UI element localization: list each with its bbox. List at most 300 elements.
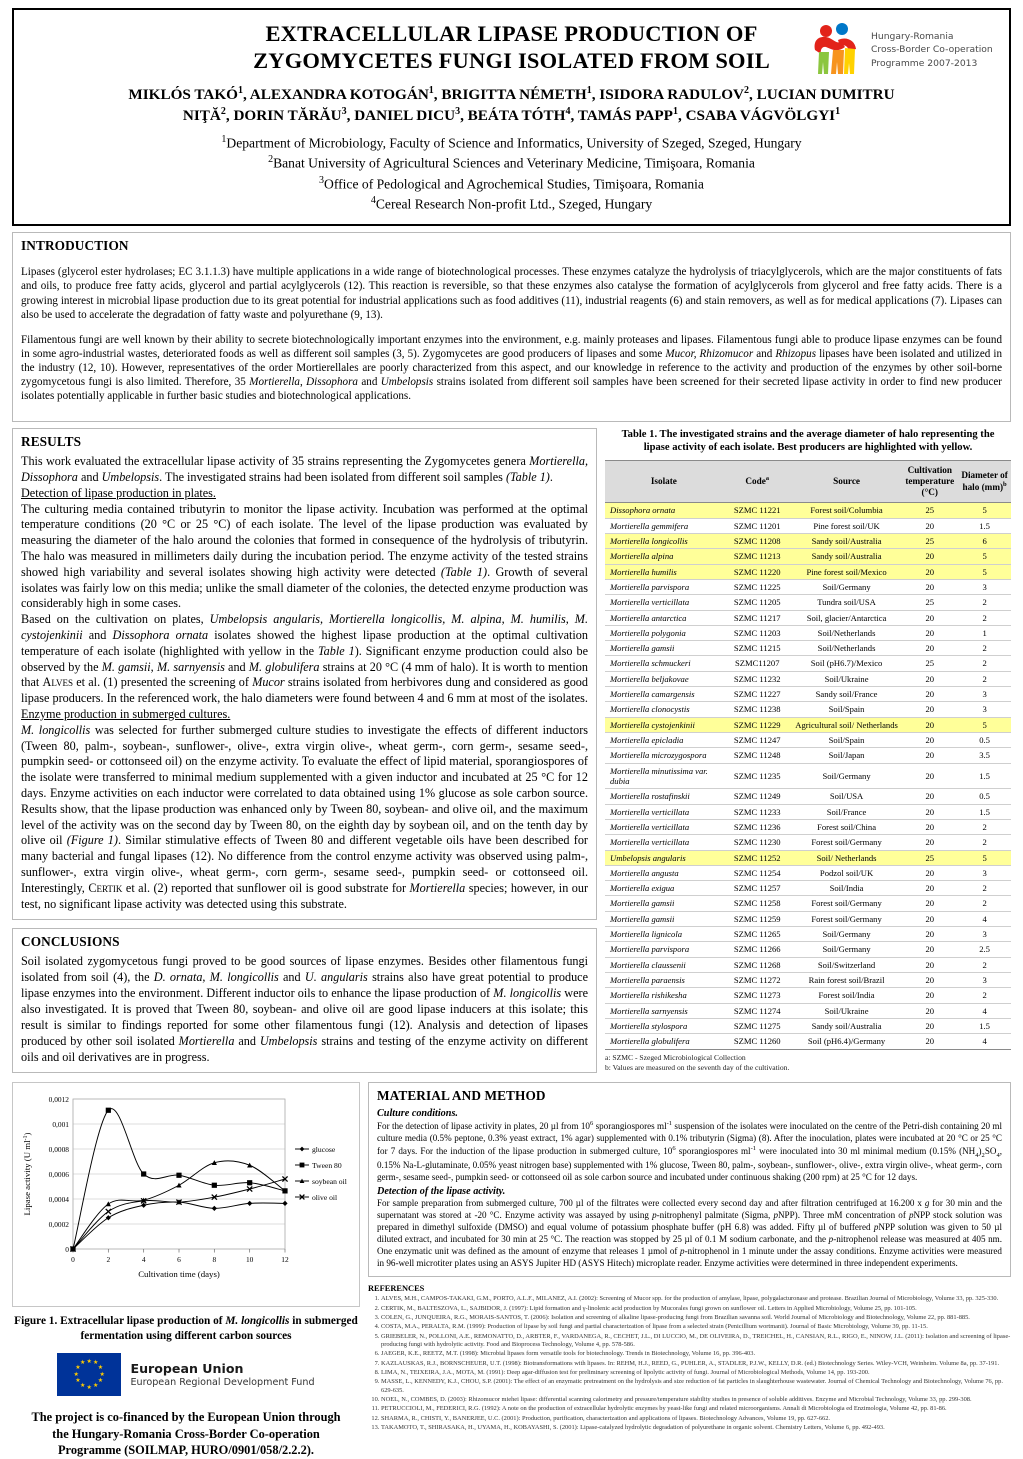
reference-item: 12. SHARMA, R., CHISTI, Y., BANERJEE, U.C. (2001): Production, purification, characterization and applications of lipases. Biotechnology Advances, Volume 19, pp. 627-662. bbox=[381, 1415, 1011, 1423]
cell-code: SZMC 11220 bbox=[723, 564, 792, 579]
material-method-panel bbox=[368, 1082, 1011, 1278]
title-line-2: ZYGOMYCETES FUNGI ISOLATED FROM SOIL bbox=[253, 48, 770, 74]
eu-star-icon: ★ bbox=[79, 1360, 86, 1367]
cell-isolate: Mortierella schmuckeri bbox=[605, 656, 723, 671]
legend-label: olive oil bbox=[312, 1192, 338, 1202]
cell-source: Soil/Ukraine bbox=[792, 1003, 902, 1018]
cell-isolate: Mortierella rishikesha bbox=[605, 988, 723, 1003]
cell-halo: 2 bbox=[958, 656, 1011, 671]
cell-source: Soil/Ukraine bbox=[792, 671, 902, 686]
cell-code: SZMC 11266 bbox=[723, 942, 792, 957]
cell-temperature: 20 bbox=[901, 518, 958, 533]
table-row bbox=[605, 656, 1011, 671]
table-row bbox=[605, 835, 1011, 850]
results-subheading-1: Detection of lipase production in plates. bbox=[21, 485, 216, 500]
y-axis-tick-label: 0,0006 bbox=[48, 1169, 69, 1179]
cell-temperature: 25 bbox=[901, 503, 958, 518]
cell-temperature: 20 bbox=[901, 804, 958, 819]
affiliation-2: $^2$Banat University of Agricultural Sciences and Veterinary Medicine, Timişoara, Romania bbox=[268, 154, 755, 171]
cell-code: SZMC 11229 bbox=[723, 717, 792, 732]
cell-temperature: 20 bbox=[901, 763, 958, 789]
cell-halo: 4 bbox=[958, 911, 1011, 926]
data-point-marker bbox=[300, 1162, 305, 1167]
cell-halo: 3 bbox=[958, 927, 1011, 942]
cell-temperature: 20 bbox=[901, 1018, 958, 1033]
cell-halo: 6 bbox=[958, 533, 1011, 548]
cell-source: Soil/Japan bbox=[792, 748, 902, 763]
table-row bbox=[605, 595, 1011, 610]
y-axis-title bbox=[22, 1132, 32, 1215]
cell-code: SZMC 11217 bbox=[723, 610, 792, 625]
cell-isolate: Mortierella minutissima var. dubia bbox=[605, 763, 723, 789]
affiliation-1: $^1$Department of Microbiology, Faculty of Science and Informatics, University of Szeged, Szeged, Hungary bbox=[221, 134, 802, 151]
cell-source: Soil/Germany bbox=[792, 763, 902, 789]
cell-halo: 5 bbox=[958, 564, 1011, 579]
cell-source: Soil/ Netherlands bbox=[792, 850, 902, 865]
y-axis-tick-label: 0,0012 bbox=[48, 1094, 69, 1104]
cell-temperature: 20 bbox=[901, 641, 958, 656]
cell-halo: 0.5 bbox=[958, 789, 1011, 804]
legend-item-glucose bbox=[295, 1145, 336, 1154]
cell-isolate: Mortierella gamsii bbox=[605, 911, 723, 926]
x-axis-title: Cultivation time (days) bbox=[138, 1268, 220, 1279]
eu-star-icon: ★ bbox=[92, 1382, 99, 1389]
table-row bbox=[605, 881, 1011, 896]
cell-code: SZMC 11275 bbox=[723, 1018, 792, 1033]
reference-item: 2. CERTIK, M., BALTESZOVA, L., SAJBIDOR, J. (1997): Lipid formation and γ-linolenic acid production by Mucorales fungi grown on sunflower oil. Letters in Applied Microbiology, Volume 25, pp. 101-105. bbox=[381, 1305, 1011, 1313]
introduction-body bbox=[21, 265, 1002, 403]
reference-item: 13. TAKAMOTO, T., SHIRASAKA, H., UYAMA, H., KOBAYASHI, S. (2001): Lipase-catalyzed hydrolytic degradation of polyurethane in organic solvent. Chemistry Letters, Volume 6, pp. 492-493. bbox=[381, 1424, 1011, 1432]
cell-source: Pine forest soil/Mexico bbox=[792, 564, 902, 579]
cell-source: Pine forest soil/UK bbox=[792, 518, 902, 533]
data-point-marker bbox=[176, 1173, 181, 1178]
poster-header bbox=[12, 8, 1011, 226]
cell-temperature: 20 bbox=[901, 564, 958, 579]
cell-temperature: 20 bbox=[901, 702, 958, 717]
cell-halo: 2 bbox=[958, 988, 1011, 1003]
table-row bbox=[605, 564, 1011, 579]
cell-source: Soil/Spain bbox=[792, 702, 902, 717]
cell-code: SZMC 11203 bbox=[723, 625, 792, 640]
cell-code: SZMC 11208 bbox=[723, 533, 792, 548]
eu-star-icon: ★ bbox=[97, 1365, 104, 1372]
cell-halo: 3 bbox=[958, 702, 1011, 717]
cell-source: Sandy soil/Australia bbox=[792, 533, 902, 548]
cell-code: SZMC 11272 bbox=[723, 973, 792, 988]
cell-isolate: Mortierella gamsii bbox=[605, 641, 723, 656]
cell-source: Forest soil/Germany bbox=[792, 896, 902, 911]
cell-isolate: Mortierella claussenii bbox=[605, 957, 723, 972]
cell-isolate: Dissophora ornata bbox=[605, 503, 723, 518]
cell-halo: 1.5 bbox=[958, 518, 1011, 533]
table-row bbox=[605, 748, 1011, 763]
cell-isolate: Mortierella angusta bbox=[605, 865, 723, 880]
cell-temperature: 20 bbox=[901, 1034, 958, 1049]
cell-isolate: Mortierella camargensis bbox=[605, 687, 723, 702]
legend-label: glucose bbox=[312, 1144, 336, 1154]
table-row bbox=[605, 789, 1011, 804]
reference-item: 5. GRIEBELER, N., POLLONI, A.E., REMONATTO, D., ARBTER, F., VARDANEGA, R., CECHET, J.L., DI LUCCIO, M., DE OLIVEIRA, D., TREICHEL, H., CANSIAN, R.L., RIGO, E., NINOW, J.L. (2011): Isolation and screening of lipase-producing fungi with hydrolytic activity. Food and Bioprocess Technology, Volume 4, pp. 578-586. bbox=[381, 1333, 1011, 1350]
hungary-romania-logo bbox=[809, 20, 997, 80]
cell-temperature: 20 bbox=[901, 671, 958, 686]
cell-halo: 0.5 bbox=[958, 733, 1011, 748]
reference-item: 9. MASSE, L., KENNEDY, K.J., CHOU, S.P. (2001): The effect of an enzymatic pretreatment on the hydrolysis and size reduction of fat particles in slaughterhouse wastewater. Journal of Chemical Technology and Biotechnology, Volume 76, pp. 629-635. bbox=[381, 1378, 1011, 1395]
table-row bbox=[605, 733, 1011, 748]
reference-item: 3. COLEN, G., JUNQUEIRA, R.G., MORAIS-SANTOS, T. (2006): Isolation and screening of alkaline lipase-producing fungi from Brazilian savanna soil. World Journal of Microbiology and Biotechnology, Volume 22, pp. 881-885. bbox=[381, 1314, 1011, 1322]
cell-halo: 2.5 bbox=[958, 942, 1011, 957]
table-row bbox=[605, 973, 1011, 988]
data-point-marker bbox=[212, 1183, 217, 1188]
eu-star-icon: ★ bbox=[75, 1365, 81, 1372]
table-footnote-b: b: Values are measured on the seventh day of the cultivation. bbox=[605, 1063, 790, 1073]
cell-temperature: 20 bbox=[901, 687, 958, 702]
table-row bbox=[605, 911, 1011, 926]
cell-temperature: 20 bbox=[901, 835, 958, 850]
x-axis-tick-label: 2 bbox=[106, 1254, 111, 1264]
results-paragraph-3: Based on the cultivation on plates, Umbelopsis angularis, Mortierella longicollis, M. alpina, M. humilis, M. cystojenkinii and Dissophora ornata isolates showed the highest lipase production at the optimal cultivation temperature of each isolate (highlighted with yellow in the Table 1). Significant enzyme production could also be observed by the M. gamsii, M. sarnyensis and M. globulifera strains at 20 °C (4 mm of halo). It is worth to mention that Alves et al. (1) presented the screening of Mucor strains isolated from herbivores dung and considered as good lipase producers. In the referenced work, the halo diameters were found between 4 and 6 mm at most of the isolates. bbox=[21, 612, 588, 706]
eu-funding-block bbox=[16, 1353, 356, 1459]
reference-item: 6. JAEGER, K.E., REETZ, M.T. (1998): Microbial lipases form versatile tools for biotechnology. Trends in Biotechnology, Volume 16, pp. 396-403. bbox=[381, 1350, 1011, 1358]
table-row bbox=[605, 763, 1011, 789]
table-row bbox=[605, 702, 1011, 717]
cell-temperature: 20 bbox=[901, 942, 958, 957]
cell-isolate: Mortierella humilis bbox=[605, 564, 723, 579]
cell-code: SZMC 11230 bbox=[723, 835, 792, 850]
cell-source: Soil/Germany bbox=[792, 927, 902, 942]
cell-code: SZMC 11221 bbox=[723, 503, 792, 518]
table-row bbox=[605, 533, 1011, 548]
cell-isolate: Mortierella verticillata bbox=[605, 804, 723, 819]
cell-source: Soil/Spain bbox=[792, 733, 902, 748]
cell-code: SZMC 11215 bbox=[723, 641, 792, 656]
conclusions-panel bbox=[12, 928, 597, 1073]
cell-halo: 3 bbox=[958, 579, 1011, 594]
reference-item: 11. PETRUCCIOLI, M., FEDERICI, R.G. (1992): A note on the production of extracellular hydrolytic enzymes by yeast-like fungi and related microorganisms. Annali di Microbiologia ed Enzimologia, Volume 42, pp. 81-86. bbox=[381, 1405, 1011, 1413]
cell-isolate: Mortierella cystojenkinii bbox=[605, 717, 723, 732]
cell-halo: 2 bbox=[958, 896, 1011, 911]
cell-temperature: 20 bbox=[901, 1003, 958, 1018]
cell-isolate: Mortierella exigua bbox=[605, 881, 723, 896]
cell-code: SZMC 11205 bbox=[723, 595, 792, 610]
eu-note-line-3: Programme (SOILMAP, HURO/0901/058/2.2.2). bbox=[57, 1443, 315, 1458]
cell-halo: 1.5 bbox=[958, 763, 1011, 789]
table-row bbox=[605, 804, 1011, 819]
cell-source: Forest soil/Germany bbox=[792, 911, 902, 926]
results-heading: RESULTS bbox=[21, 434, 82, 450]
eu-star-icon: ★ bbox=[99, 1371, 105, 1378]
cell-code: SZMC 11236 bbox=[723, 819, 792, 834]
conclusions-paragraph: Soil isolated zygomycetous fungi proved to be good sources of lipase enzymes. Besides other filamentous fungi isolated from soil (4), the D. ornata, M. longicollis and U. angularis strains also have great potential to produce lipase enzymes into the environment. Different inductor oils to enhance the lipase production of M. longicollis were also investigated. It is proved that Tween 80, soybean- and olive oil are good lipase inducers at this isolate; this result is similar to findings reported for some other filamentous fungi (12). Analysis and detection of lipases produced by other soil isolated Mortierella and Umbelopsis strains and testing of the enzyme activity on different oils and oil derivatives are in progress. bbox=[21, 954, 588, 1064]
reference-item: 4. COSTA, M.A., PERALTA, R.M. (1999): Production of lipase by soil fungi and partial characterization of lipase from a selected strain (Penicillium wortmanii). Journal of Basic Microbiology, Volume 39, pp. 11-15. bbox=[381, 1323, 1011, 1331]
culture-conditions-subheading: Culture conditions. bbox=[377, 1107, 458, 1119]
cell-source: Agricultural soil/ Netherlands bbox=[792, 717, 902, 732]
cell-code: SZMC 11254 bbox=[723, 865, 792, 880]
people-logo-icon bbox=[809, 22, 865, 78]
y-axis-tick-label: 0,0002 bbox=[48, 1219, 69, 1229]
cell-code: SZMC 11260 bbox=[723, 1034, 792, 1049]
cell-isolate: Mortierella verticillata bbox=[605, 595, 723, 610]
cell-halo: 2 bbox=[958, 881, 1011, 896]
cell-isolate: Umbelopsis angularis bbox=[605, 850, 723, 865]
cell-halo: 3.5 bbox=[958, 748, 1011, 763]
x-axis-tick-label: 8 bbox=[212, 1254, 217, 1264]
x-axis-tick-label: 4 bbox=[141, 1254, 146, 1264]
introduction-paragraph-2: Filamentous fungi are well known by their ability to secrete biotechnologically important enzymes into the environment, e.g. mainly proteases and lipases. Filamentous fungi able to produce lipase enzymes can be found in some agro-industrial wastes, deteriorated foods as well as different soil samples (3, 5). Zygomycetes are good producers of lipases and some Mucor, Rhizomucor and Rhizopus lipases have been isolated and utilized in the industry (12, 10). However, representatives of the order Mortierellales are poorly characterized from this aspect, and our knowledge in reference to the activity and production of the enzymes by other soil-borne zygomycetous fungi is also limited. Therefore, 35 Mortierella, Dissophora and Umbelopsis strains isolated from different soil samples have been screened for their secreted lipase activity in order to find new producer isolates potentially applicable in further basic studies and biotechnological applications. bbox=[21, 333, 1003, 403]
author-list bbox=[24, 84, 999, 126]
table-row bbox=[605, 687, 1011, 702]
y-axis-tick-label: 0 bbox=[65, 1244, 69, 1254]
cell-isolate: Mortierella paraensis bbox=[605, 973, 723, 988]
cell-halo: 5 bbox=[958, 717, 1011, 732]
introduction-panel bbox=[12, 232, 1011, 422]
cell-halo: 1.5 bbox=[958, 804, 1011, 819]
table-row bbox=[605, 549, 1011, 564]
affiliation-3: $^3$Office of Pedological and Agrochemical Studies, Timişoara, Romania bbox=[319, 174, 704, 192]
lipase-detection-text: For sample preparation from submerged culture, 700 µl of the filtrates were collected every second day and after filtration centrifuged at 16.200 x g for 30 min and the supernatant was stored at -20 °C. Enzyme activity was assayed by using p-nitrophenyl palmitate (Sigma, pNPP). Three mM concentration of pNPP stock solution was prepared in dimethyl sulfoxide (DMSO) and equal volume of potassium phosphate buffer (pH 6.8) was added. Fifty µl of buffered pNPP solution was given to 50 µl diluted extract, and incubated for 30 min at 25 °C. The reaction was stopped by 25 µl of 0.1 M sodium carbonate, and the p-nitrophenol release was measured at 405 nm. One enzymatic unit was defined as the amount of enzyme that releases 1 µmol of p-nitrophenol in 1 minute under the assay conditions. Enzyme activities were measured in 96-well microtiter plates using an ASYS Jupiter HD (ASYS Hitech) microplate reader. Enzyme activities were determined in three independent experiments. bbox=[377, 1198, 1003, 1268]
table-row bbox=[605, 896, 1011, 911]
eu-logo-text bbox=[130, 1361, 314, 1388]
authors-line-1: MIKLÓS TAKÓ$^1$, ALEXANDRA KOTOGÁN$^1$, BRIGITTA NÉMETH$^1$, ISIDORA RADULOV$^2$, LUCIAN DUMITRU bbox=[128, 84, 895, 103]
cell-code: SZMC 11248 bbox=[723, 748, 792, 763]
table-row bbox=[605, 988, 1011, 1003]
cell-source: Soil/France bbox=[792, 804, 902, 819]
cell-halo: 1 bbox=[958, 625, 1011, 640]
legend-item-tween-80 bbox=[295, 1161, 342, 1170]
cell-source: Soil/Germany bbox=[792, 579, 902, 594]
reference-item: 8. LIMA, N., TEIXEIRA, J.A., MOTA, M. (1991): Deep agar-diffusion test for preliminary screening of lipolytic activity of fungi. Journal of Microbiological Methods, Volume 14, pp. 193-200. bbox=[381, 1369, 1011, 1377]
data-point-marker bbox=[247, 1180, 252, 1185]
x-axis-tick-label: 10 bbox=[245, 1254, 254, 1264]
cell-temperature: 20 bbox=[901, 789, 958, 804]
table-row bbox=[605, 518, 1011, 533]
y-axis-tick-label: 0,0008 bbox=[48, 1144, 69, 1154]
cell-source: Forest soil/Germany bbox=[792, 835, 902, 850]
cell-source: Tundra soil/USA bbox=[792, 595, 902, 610]
cell-isolate: Mortierella globulifera bbox=[605, 1034, 723, 1049]
eu-note-line-1: The project is co-financed by the European Union through bbox=[31, 1410, 341, 1425]
cell-code: SZMC 11265 bbox=[723, 927, 792, 942]
references-heading: REFERENCES bbox=[368, 1284, 425, 1294]
cell-temperature: 25 bbox=[901, 850, 958, 865]
column-header-cultivation-temperature: Cultivation temperature (°C) bbox=[901, 460, 958, 503]
cell-halo: 4 bbox=[958, 1034, 1011, 1049]
cell-code: SZMC 11274 bbox=[723, 1003, 792, 1018]
eu-star-icon: ★ bbox=[86, 1384, 92, 1391]
method-column bbox=[368, 1082, 1011, 1433]
cell-source: Podzol soil/UK bbox=[792, 865, 902, 880]
cell-source: Soil (pH6.7)/Mexico bbox=[792, 656, 902, 671]
cell-source: Soil/Netherlands bbox=[792, 625, 902, 640]
cell-source: Soil (pH6.4)/Germany bbox=[792, 1034, 902, 1049]
logo-text-block bbox=[871, 30, 993, 70]
cell-temperature: 20 bbox=[901, 579, 958, 594]
eu-star-icon: ★ bbox=[92, 1360, 99, 1367]
cell-isolate: Mortierella clonocystis bbox=[605, 702, 723, 717]
introduction-paragraph-1: Lipases (glycerol ester hydrolases; EC 3.1.1.3) have multiple applications in a wide range of biotechnological processes. These enzymes catalyze the hydrolysis of triacylglycerols, which are the major constituents of fats and oils, to produce free fatty acids, glycerol and partial acylglycerols (12). This reaction is reversible, so that these enzymes also catalyse the formation of acylglycerols from glycerol and free fatty acids. There is a growing interest in microbial lipase production due to its great potential for industrial applications such as food additives (11), industrial reagents (6) and stain removers, as well as for medical applications (7). Lipases can also be used to accelerate the degradation of fatty waste and polyurethane (9, 13). bbox=[21, 266, 1002, 321]
results-subheading-2: Enzyme production in submerged cultures. bbox=[21, 706, 231, 721]
data-point-marker bbox=[141, 1171, 146, 1176]
cell-source: Sandy soil/Australia bbox=[792, 1018, 902, 1033]
cell-source: Rain forest soil/Brazil bbox=[792, 973, 902, 988]
cell-code: SZMC 11201 bbox=[723, 518, 792, 533]
cell-isolate: Mortierella polygonia bbox=[605, 625, 723, 640]
cell-isolate: Mortierella epicladia bbox=[605, 733, 723, 748]
eu-star-icon: ★ bbox=[86, 1358, 92, 1365]
figure-column bbox=[12, 1082, 360, 1459]
cell-source: Soil/USA bbox=[792, 789, 902, 804]
cell-source: Forest soil/Columbia bbox=[792, 503, 902, 518]
cell-code: SZMC 11235 bbox=[723, 763, 792, 789]
eu-logo-row bbox=[57, 1353, 314, 1396]
column-header-isolate: Isolate bbox=[605, 460, 723, 503]
strains-table bbox=[605, 460, 1011, 1050]
introduction-heading: INTRODUCTION bbox=[21, 238, 129, 254]
table-footnotes bbox=[605, 1053, 1011, 1074]
cell-isolate: Mortierella stylospora bbox=[605, 1018, 723, 1033]
cell-temperature: 20 bbox=[901, 748, 958, 763]
y-axis-tick-label: 0,0004 bbox=[48, 1194, 69, 1204]
legend-item-olive-oil bbox=[295, 1193, 337, 1202]
table-row bbox=[605, 1018, 1011, 1033]
lipase-activity-chart bbox=[17, 1089, 355, 1304]
eu-star-icon: ★ bbox=[73, 1371, 79, 1378]
cell-source: Soil/India bbox=[792, 881, 902, 896]
reference-item: 10. NOEL, N., COMBES, D. (2003): Rhizomucor miehei lipase: differential scanning calorimetry and pressure/temperature stability studies in presence of soluble additives. Enzyme and Microbial Technology, Volume 33, pp. 299-308. bbox=[381, 1396, 1011, 1404]
table-row bbox=[605, 865, 1011, 880]
cell-temperature: 25 bbox=[901, 595, 958, 610]
table-row bbox=[605, 671, 1011, 686]
cell-halo: 2 bbox=[958, 835, 1011, 850]
cell-isolate: Mortierella longicollis bbox=[605, 533, 723, 548]
cell-isolate: Mortierella antarctica bbox=[605, 610, 723, 625]
results-paragraph-4: M. longicollis was selected for further submerged culture studies to investigate the effects of different inductors (Tween 80, palm-, soybean-, sunflower-, olive-, extra virgin olive-, wheat germ-, corn germ-, sesame seed-, pumpkin seed- or cottonseed oil) on the enzyme activity. To evaluate the effect of lipid material, sporangiospores of the isolate were transferred to minimal medium supplemented with a given inductor and incubated at 25 °C for 12 days. Enzyme activities on each inductor were correlated to data obtained using 1% glucose as sole carbon source. Results show, that the lipase production was enhanced only by Tween 80, soybean- and olive oil, and the maximum level of the activity was on the second day by Tween 80, on the eighth day by soybean oil, and on the tenth day by olive oil (Figure 1). Similar stimulative effects of Tween 80 and different vegetable oils have been described for many bacterial and fungal lipases (12). No difference from the control enzyme activity was observed using palm-, sunflower-, extra virgin olive-, wheat germ-, corn germ-, sesame seed-, pumpkin seed- or cottonseed oil. Interestingly, Certik et al. (2) reported that sunflower oil is good substrate for Mortierella species; however, in our test, no significant lipase activity was detected using this substrate. bbox=[21, 722, 589, 911]
cell-temperature: 20 bbox=[901, 717, 958, 732]
cell-halo: 2 bbox=[958, 819, 1011, 834]
eu-star-icon: ★ bbox=[75, 1378, 81, 1385]
cell-halo: 2 bbox=[958, 610, 1011, 625]
cell-temperature: 20 bbox=[901, 549, 958, 564]
cell-code: SZMC 11258 bbox=[723, 896, 792, 911]
cell-halo: 2 bbox=[958, 641, 1011, 656]
introduction-section bbox=[12, 232, 1011, 422]
cell-halo: 2 bbox=[958, 595, 1011, 610]
eu-star-icon: ★ bbox=[97, 1378, 104, 1385]
cell-code: SZMC 11232 bbox=[723, 671, 792, 686]
cell-isolate: Mortierella verticillata bbox=[605, 819, 723, 834]
cell-code: SZMC 11259 bbox=[723, 911, 792, 926]
cell-halo: 3 bbox=[958, 687, 1011, 702]
cell-temperature: 20 bbox=[901, 610, 958, 625]
data-point-marker bbox=[106, 1108, 111, 1113]
cell-isolate: Mortierella alpina bbox=[605, 549, 723, 564]
cell-isolate: Mortierella microzygospora bbox=[605, 748, 723, 763]
material-method-heading: MATERIAL AND METHOD bbox=[377, 1087, 546, 1103]
eu-star-icon: ★ bbox=[79, 1382, 86, 1389]
cell-code: SZMC 11225 bbox=[723, 579, 792, 594]
cell-source: Forest soil/China bbox=[792, 819, 902, 834]
results-panel bbox=[12, 428, 597, 920]
table-row bbox=[605, 1003, 1011, 1018]
cell-halo: 5 bbox=[958, 549, 1011, 564]
cell-code: SZMC 11252 bbox=[723, 850, 792, 865]
conclusions-body bbox=[21, 954, 588, 1065]
table-row bbox=[605, 819, 1011, 834]
cell-halo: 2 bbox=[958, 957, 1011, 972]
cell-halo: 3 bbox=[958, 973, 1011, 988]
cell-source: Soil/Germany bbox=[792, 942, 902, 957]
cell-halo: 5 bbox=[958, 503, 1011, 518]
x-axis-tick-label: 6 bbox=[177, 1254, 181, 1264]
reference-item: 1. ALVES, M.H., CAMPOS-TAKAKI, G.M., PORTO, A.L.F., MILANEZ, A.I. (2002): Screening of Mucor spp. for the production of amylase, lipase, polygalacturonase and protease. Brazilian Journal of Microbiology, Volume 33, pp. 325-330. bbox=[381, 1295, 1011, 1303]
results-body bbox=[21, 454, 588, 912]
table-row bbox=[605, 1034, 1011, 1049]
column-header-halo-diameter: Diameter of halo (mm)$^b$ bbox=[958, 460, 1011, 503]
cell-code: SZMC 11268 bbox=[723, 957, 792, 972]
cell-halo: 1.5 bbox=[958, 1018, 1011, 1033]
cell-source: Soil, glacier/Antarctica bbox=[792, 610, 902, 625]
column-header-code: Code$^a$ bbox=[723, 460, 792, 503]
affiliation-4: $^4$Cereal Research Non-profit Ltd., Szeged, Hungary bbox=[370, 194, 653, 212]
cell-temperature: 20 bbox=[901, 865, 958, 880]
cell-temperature: 20 bbox=[901, 988, 958, 1003]
cell-temperature: 20 bbox=[901, 927, 958, 942]
eu-fund-name: European Regional Development Fund bbox=[130, 1377, 315, 1389]
table-caption: Table 1. The investigated strains and the average diameter of halo representing the lipase activity of each isolate. Best producers are highlighted with yellow. bbox=[621, 429, 995, 454]
cell-source: Soil/Netherlands bbox=[792, 641, 902, 656]
x-axis-tick-label: 12 bbox=[281, 1254, 289, 1264]
eu-funding-note bbox=[16, 1409, 356, 1459]
cell-temperature: 20 bbox=[901, 973, 958, 988]
cell-isolate: Mortierella rostafinskii bbox=[605, 789, 723, 804]
eu-name: European Union bbox=[130, 1361, 244, 1377]
cell-isolate: Mortierella gamsii bbox=[605, 896, 723, 911]
results-paragraph-2: The culturing media contained tributyrin to monitor the lipase activity. Incubation was performed at the optimal temperature conditions (20 °C or 25 °C) of each isolate. The level of the lipase production was evaluated by measuring the diameter of the halo around the colonies that formed in consequence of the hydrolysis of tributyrin. The halo was measured in millimeters daily during the incubation period. The enzyme activity of the tested strains showed high variability and several isolates showing high activity were detected (Table 1). Growth of several isolates was fairly low on this media; unlike the small diameter of the colonies, the detected enzyme production was considerably high in some cases. bbox=[21, 501, 588, 611]
figure-panel bbox=[12, 1082, 360, 1307]
legend-label: Tween 80 bbox=[312, 1160, 342, 1170]
cell-source: Sandy soil/Australia bbox=[792, 549, 902, 564]
cell-isolate: Mortierella sarnyensis bbox=[605, 1003, 723, 1018]
left-column bbox=[12, 428, 597, 1073]
svg-text:Lipase activity (U ml-1): Lipase activity (U $ml^{-1}$) bbox=[22, 1132, 32, 1216]
conclusions-heading: CONCLUSIONS bbox=[21, 934, 120, 950]
bottom-columns bbox=[12, 1082, 1011, 1459]
cell-isolate: Mortierella lignicola bbox=[605, 927, 723, 942]
cell-temperature: 25 bbox=[901, 656, 958, 671]
logo-line-1: Hungary-Romania bbox=[871, 30, 954, 42]
affiliations bbox=[24, 133, 999, 214]
cell-temperature: 25 bbox=[901, 533, 958, 548]
table-row bbox=[605, 610, 1011, 625]
culture-conditions-text: For the detection of lipase activity in plates, 20 µl from $10^6$ sporangiospores $ml^{-1}$ suspension of the isolates were inoculated on the centre of the Petri-dish containing 20 ml culture media (0.5% peptone, 0.3% yeast extract, 1% agar) supplemented with 0.1% tributyrin (Sigma) (8). After the inoculation, plates were incubated at 20 °C or 25 °C for 7 days. For the induction of the lipase production in submerged culture, $10^6$ sporangiospores $ml^{-1}$ were inoculated into 30 ml minimal medium (0.15% $(NH_4)_2SO_4$, 0.15% Na-L-glutaminate, 0.05% yeast nitrogen base) supplemented with 1% glucose, Tween 80, palm-, soybean-, sunflower-, olive-, extra virgin olive-, wheat germ-, corn germ-, sesame seed-, pumpkin seed- or cottonseed oil as sole carbon source and incubated under continuous shaking (200 rpm) at 25 °C for 12 days. bbox=[377, 1119, 1003, 1182]
legend-item-soybean-oil bbox=[295, 1177, 347, 1186]
cell-code: SZMC 11257 bbox=[723, 881, 792, 896]
table-row bbox=[605, 717, 1011, 732]
authors-line-2: NIŢĂ$^2$, DORIN TĂRĂU$^3$, DANIEL DICU$^3$, BEÁTA TÓTH$^4$, TAMÁS PAPP$^1$, CSABA VÁGVÖLGYI$^1$ bbox=[182, 106, 841, 125]
figure-caption: Figure 1. Extracellular lipase production of M. longicollis in submerged fermentation using different carbon sources bbox=[14, 1314, 358, 1342]
title-line-1: EXTRACELLULAR LIPASE PRODUCTION OF bbox=[265, 21, 758, 46]
cell-temperature: 20 bbox=[901, 911, 958, 926]
table-row bbox=[605, 641, 1011, 656]
cell-temperature: 20 bbox=[901, 896, 958, 911]
cell-halo: 5 bbox=[958, 850, 1011, 865]
table-header-row bbox=[605, 460, 1011, 503]
table-footnote-a: a: SZMC - Szeged Microbiological Collection bbox=[605, 1052, 746, 1062]
table-row bbox=[605, 625, 1011, 640]
data-point-marker bbox=[300, 1146, 305, 1151]
cell-halo: 2 bbox=[958, 671, 1011, 686]
cell-temperature: 20 bbox=[901, 957, 958, 972]
cell-source: Forest soil/India bbox=[792, 988, 902, 1003]
